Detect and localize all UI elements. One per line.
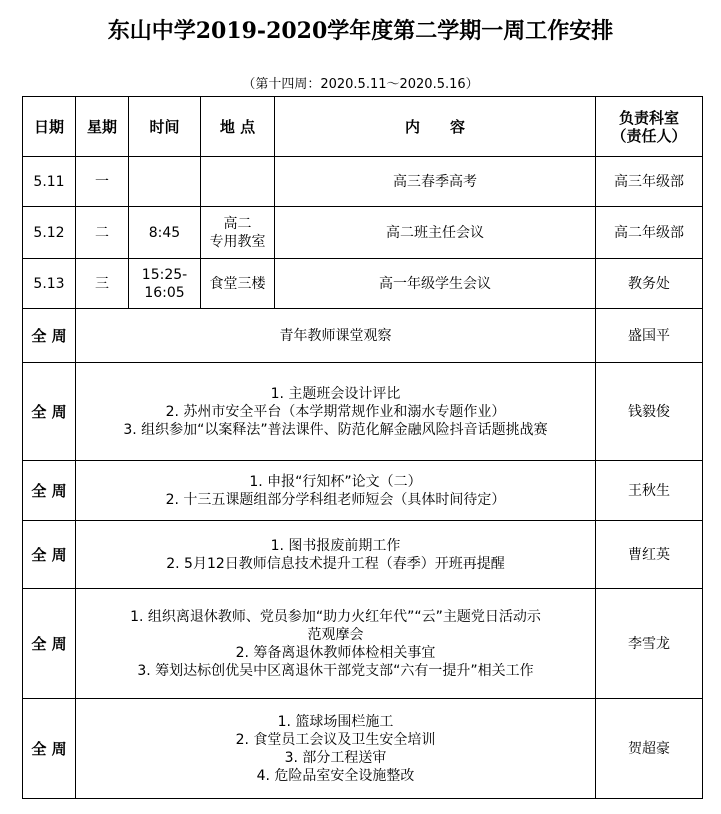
row-content: 高二班主任会议 [275,207,596,259]
table-row [23,521,703,589]
row-date: 5.12 [23,207,76,259]
row-week-label: 全 周 [23,699,76,799]
header-owner-line1: 负责科室 [618,108,679,127]
table-row [23,309,703,363]
row-owner: 高三年级部 [596,157,703,207]
list-item: 1. 申报“行知杯”论文（二） [249,473,422,490]
row-owner: 李雪龙 [596,589,703,699]
header-content: 内 容 [275,97,596,157]
list-item: 2. 5月12日教师信息技术提升工程（春季）开班再提醒 [166,555,505,572]
row-owner: 盛国平 [596,309,703,363]
row-weekday: 一 [76,157,129,207]
row-owner: 高二年级部 [596,207,703,259]
row-place: 食堂三楼 [201,259,275,309]
row-week-items [76,363,596,461]
header-place: 地 点 [201,97,275,157]
row-owner: 贺超豪 [596,699,703,799]
list-item: 3. 部分工程送审 [284,749,387,766]
row-week-label: 全 周 [23,461,76,521]
header-row [23,97,703,157]
row-week-label: 全 周 [23,363,76,461]
row-place [201,157,275,207]
list-item: 范观摩会 [307,626,364,643]
row-content: 高一年级学生会议 [275,259,596,309]
header-owner-line2: （责任人） [611,126,687,145]
header-owner [596,97,703,157]
row-weekday: 三 [76,259,129,309]
header-weekday: 星期 [76,97,129,157]
row-owner: 王秋生 [596,461,703,521]
row-place [201,207,275,259]
row-place-line2: 专用教室 [209,233,266,250]
row-week-label: 全 周 [23,309,76,363]
row-weekday: 二 [76,207,129,259]
table-row [23,461,703,521]
row-time [129,259,201,309]
schedule-table [22,96,703,799]
row-owner: 教务处 [596,259,703,309]
row-week-label: 全 周 [23,589,76,699]
row-owner: 钱毅俊 [596,363,703,461]
row-week-label: 全 周 [23,521,76,589]
table-row [23,363,703,461]
row-date: 5.13 [23,259,76,309]
table-row [23,589,703,699]
list-item: 2. 苏州市安全平台（本学期常规作业和溺水专题作业） [165,403,506,420]
row-time-line2: 16:05 [144,284,185,301]
list-item: 1. 组织离退休教师、党员参加“助力火红年代”“云”主题党日活动示 [130,608,541,625]
row-time-line1: 15:25- [141,266,188,283]
list-item: 4. 危险品室安全设施整改 [256,767,415,784]
table-row [23,699,703,799]
row-time [129,157,201,207]
list-item: 青年教师课堂观察 [279,327,392,344]
table-row [23,207,703,259]
row-week-items [76,521,596,589]
row-content: 高三春季高考 [275,157,596,207]
list-item: 2. 十三五课题组部分学科组老师短会（具体时间待定） [165,491,506,508]
header-date: 日期 [23,97,76,157]
row-time: 8:45 [129,207,201,259]
list-item: 1. 主题班会设计评比 [270,385,401,402]
header-time: 时间 [129,97,201,157]
row-date: 5.11 [23,157,76,207]
list-item: 1. 篮球场围栏施工 [277,713,394,730]
list-item: 2. 筹备离退休教师体检相关事宜 [235,644,436,661]
row-week-items [76,589,596,699]
list-item: 1. 图书报废前期工作 [270,537,401,554]
week-subtitle: （第十四周：2020.5.11～2020.5.16） [242,77,479,92]
list-item: 3. 筹划达标创优吴中区离退休干部党支部“六有一提升”相关工作 [137,662,534,679]
list-item: 2. 食堂员工会议及卫生安全培训 [235,731,436,748]
document-title: 东山中学2019-2020学年度第二学期一周工作安排 [107,18,614,44]
row-week-items [76,699,596,799]
row-week-items [76,309,596,363]
row-owner: 曹红英 [596,521,703,589]
list-item: 3. 组织参加“以案释法”普法课件、防范化解金融风险抖音话题挑战赛 [123,421,548,438]
row-week-items [76,461,596,521]
row-place-line1: 高二 [223,215,252,232]
table-row [23,259,703,309]
table-row [23,157,703,207]
